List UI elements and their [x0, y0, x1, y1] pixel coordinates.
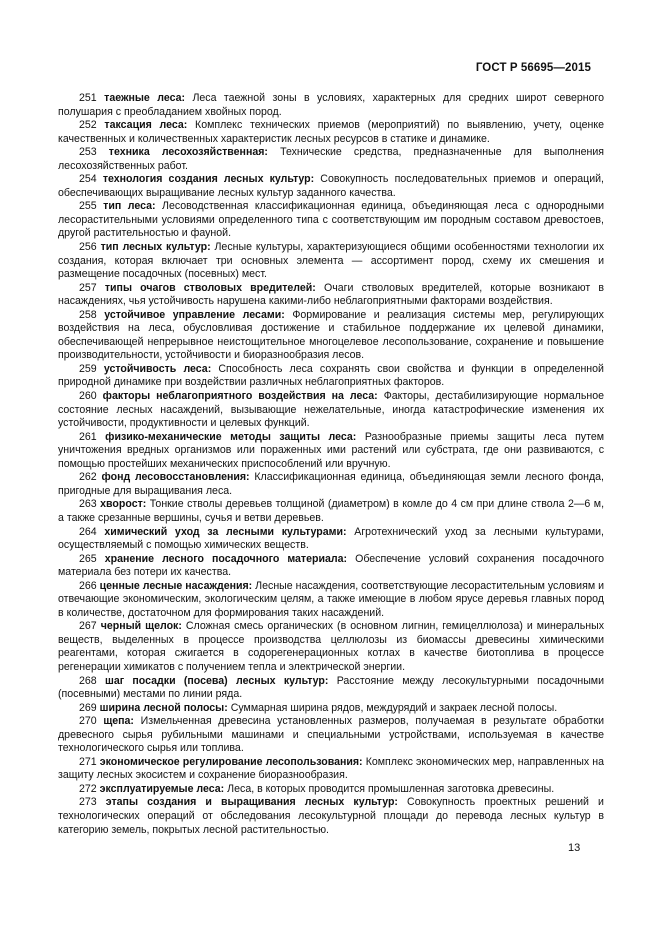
term-definition: Леса, в которых проводится промышленная заготовка древесины.: [227, 782, 555, 795]
term-number: 266: [79, 579, 97, 592]
term-definition: Агротехнический уход за лесными культурами, осуществляемый с помощью химических веществ.: [58, 525, 604, 552]
term-entry: [58, 783, 604, 797]
term-entry: [58, 471, 604, 498]
term-title: технология создания лесных культур:: [102, 173, 315, 186]
term-definition: Комплекс экономических мер, направленных на защиту лесных экосистем и сохранение биоразнообразия.: [58, 755, 604, 782]
term-number: 271: [79, 755, 97, 768]
term-entry: [58, 200, 604, 241]
term-entry: [58, 241, 604, 282]
term-title: хворост:: [100, 498, 147, 511]
term-title: тип лесных культур:: [100, 241, 211, 254]
term-definition: Факторы, дестабилизирующие нормальное состояние лесных насаждений, вызывающие нежелательные, иногда катастрофические изменения их устойчивости, продуктивности и целевых функций.: [58, 390, 604, 430]
term-title: тип леса:: [103, 200, 156, 213]
term-title: факторы неблагоприятного воздействия на леса:: [102, 390, 378, 403]
term-definition: Тонкие стволы деревьев толщиной (диаметром) в комле до 4 см при длине ствола 2—6 м, а также срезанные вершины, сучья и ветви деревьев.: [58, 498, 605, 524]
term-definition: Совокупность последовательных приемов и операций, обеспечивающих выращивание лесных культур заданного качества.: [58, 173, 604, 199]
term-number: 268: [79, 674, 97, 687]
term-title: черный щелок:: [100, 620, 182, 633]
term-definition: Расстояние между лесокультурными посадочными (посевными) местами по линии ряда.: [58, 674, 605, 701]
term-entry: [58, 715, 604, 756]
term-definition: Способность леса сохранять свои свойства и функции в определенной природной динамике при воздействии различных неблагоприятных факторов.: [58, 362, 604, 389]
term-definition: Технические средства, предназначенные для выполнения лесохозяйственных работ.: [58, 146, 604, 172]
term-entry: [58, 675, 604, 702]
term-number: 255: [79, 200, 97, 213]
term-definition: Измельченная древесина установленных размеров, получаемая в результате обработки древесного сырья рубильными машинами и специальными устройствами, используемая в качестве технологического сырья или топлива.: [58, 715, 605, 755]
term-definition: Совокупность проектных решений и технологических операций от обследования лесокультурной площади до перевода лесных культур в категорию земель, покрытых лесной растительностью.: [58, 796, 604, 836]
term-entry: [58, 498, 604, 525]
term-number: 252: [79, 119, 97, 132]
term-entry: [58, 431, 604, 472]
term-entry: [58, 309, 604, 363]
term-number: 257: [79, 281, 97, 294]
term-definition: Сложная смесь органических (в основном лигнин, гемицеллюлоза) и минеральных веществ, выделенных в процессе производства целлюлозы из биомассы древесины химическими реагентами, которая сжигается в содорегенерационных котлах в качестве биотоплива в процессе регенерации химикатов с получением тепла и электрической энергии.: [58, 620, 605, 673]
term-entry: [58, 119, 604, 146]
term-title: этапы создания и выращивания лесных культур:: [105, 796, 398, 809]
page-number: 13: [568, 842, 581, 854]
term-number: 269: [79, 701, 97, 714]
term-title: типы очагов стволовых вредителей:: [104, 281, 316, 294]
term-number: 264: [79, 525, 97, 538]
term-title: таежные леса:: [104, 92, 186, 104]
term-title: физико-механические методы защиты леса:: [105, 430, 357, 443]
term-definition: Лесоводственная классификационная единица, объединяющая леса с однородными лесорастительными условиями определенного типа с соответствующим им породным составом древостоев, другой растительностью и фауной.: [58, 200, 604, 240]
term-title: экономическое регулирование лесопользования:: [99, 755, 363, 768]
term-definition: Формирование и реализация системы мер, регулирующих воздействия на леса, обусловливая достижение и стабильное поддержание их целевой динамики, обеспечивающей непрерывное неистощительное многоцелевое лесопользование, сохранение и повышение производительности, устойчивости и биоразнообразия лесов.: [58, 308, 604, 362]
term-number: 256: [79, 241, 97, 254]
term-entry: [58, 756, 604, 783]
term-entry: [58, 146, 604, 173]
term-entry: [58, 580, 604, 621]
term-number: 263: [79, 498, 97, 511]
term-title: таксация леса:: [104, 119, 188, 132]
term-definition: Лесные культуры, характеризующиеся общими особенностями технологии их создания, которая включает три основных элемента — ассортимент пород, схему их смешения и размещение посадочных (посевных) мест.: [58, 241, 604, 281]
term-number: 259: [79, 362, 97, 375]
document-standard-number: ГОСТ Р 56695—2015: [475, 62, 591, 74]
term-number: 272: [79, 782, 97, 795]
term-entry: [58, 173, 604, 200]
term-definition: Леса таежной зоны в условиях, характерных для средних широт северного полушария с преобладанием хвойных пород.: [58, 92, 604, 118]
term-entry: [58, 390, 604, 431]
term-number: 267: [79, 620, 97, 633]
term-title: щепа:: [103, 715, 134, 728]
term-number: 254: [79, 173, 97, 186]
term-number: 262: [79, 471, 97, 484]
term-definition: Очаги стволовых вредителей, которые возникают в насаждениях, чья устойчивость нарушена какими-либо неблагоприятными факторами воздействия.: [58, 281, 604, 308]
term-number: 273: [79, 796, 97, 809]
term-number: 253: [79, 146, 97, 159]
term-number: 258: [79, 308, 97, 321]
term-title: ширина лесной полосы:: [99, 701, 228, 714]
term-entry: [58, 796, 604, 837]
term-title: шаг посадки (посева) лесных культур:: [104, 674, 329, 687]
term-definition: Комплекс технических приемов (мероприятий) по выявлению, учету, оценке качественных и количественных характеристик лесных ресурсов в статике и динамике.: [58, 119, 604, 145]
term-number: 265: [79, 552, 97, 565]
term-entry: [58, 526, 604, 553]
term-entry: [58, 620, 604, 674]
term-entry: [58, 363, 604, 390]
term-title: устойчивость леса:: [103, 362, 212, 375]
term-definition: Лесные насаждения, соответствующие лесорастительным условиям и отвечающие экономическим, экологическим целям, а также имеющие в любом ярусе деревья главных пород в количестве, достаточном для формирования таких насаждений.: [58, 579, 604, 619]
terms-list: [58, 92, 604, 837]
term-title: хранение лесного посадочного материала:: [104, 552, 348, 565]
term-title: фонд лесовосстановления:: [101, 471, 250, 484]
term-entry: [58, 282, 604, 309]
term-title: ценные лесные насаждения:: [99, 579, 253, 592]
term-title: эксплуатируемые леса:: [99, 782, 225, 795]
term-definition: Классификационная единица, объединяющая земли лесного фонда, пригодные для выращивания леса.: [58, 471, 604, 497]
term-number: 260: [79, 390, 97, 403]
term-title: химический уход за лесными культурами:: [104, 525, 347, 538]
term-entry: [58, 553, 604, 580]
term-title: устойчивое управление лесами:: [104, 308, 285, 321]
term-number: 251: [79, 92, 97, 104]
term-entry: [58, 702, 604, 716]
term-definition: Суммарная ширина рядов, междурядий и закраек лесной полосы.: [230, 701, 558, 714]
term-definition: Разнообразные приемы защиты леса путем уничтожения вредных организмов или пораженных ими растений или субстрата, где они развиваются, с помощью простейших механических приспособлений или вручную.: [58, 430, 605, 470]
term-entry: [58, 92, 604, 119]
term-title: техника лесохозяйственная:: [108, 146, 268, 159]
term-definition: Обеспечение условий сохранения посадочного материала без потери их качества.: [58, 552, 604, 579]
term-number: 261: [79, 430, 97, 443]
term-number: 270: [79, 715, 97, 728]
